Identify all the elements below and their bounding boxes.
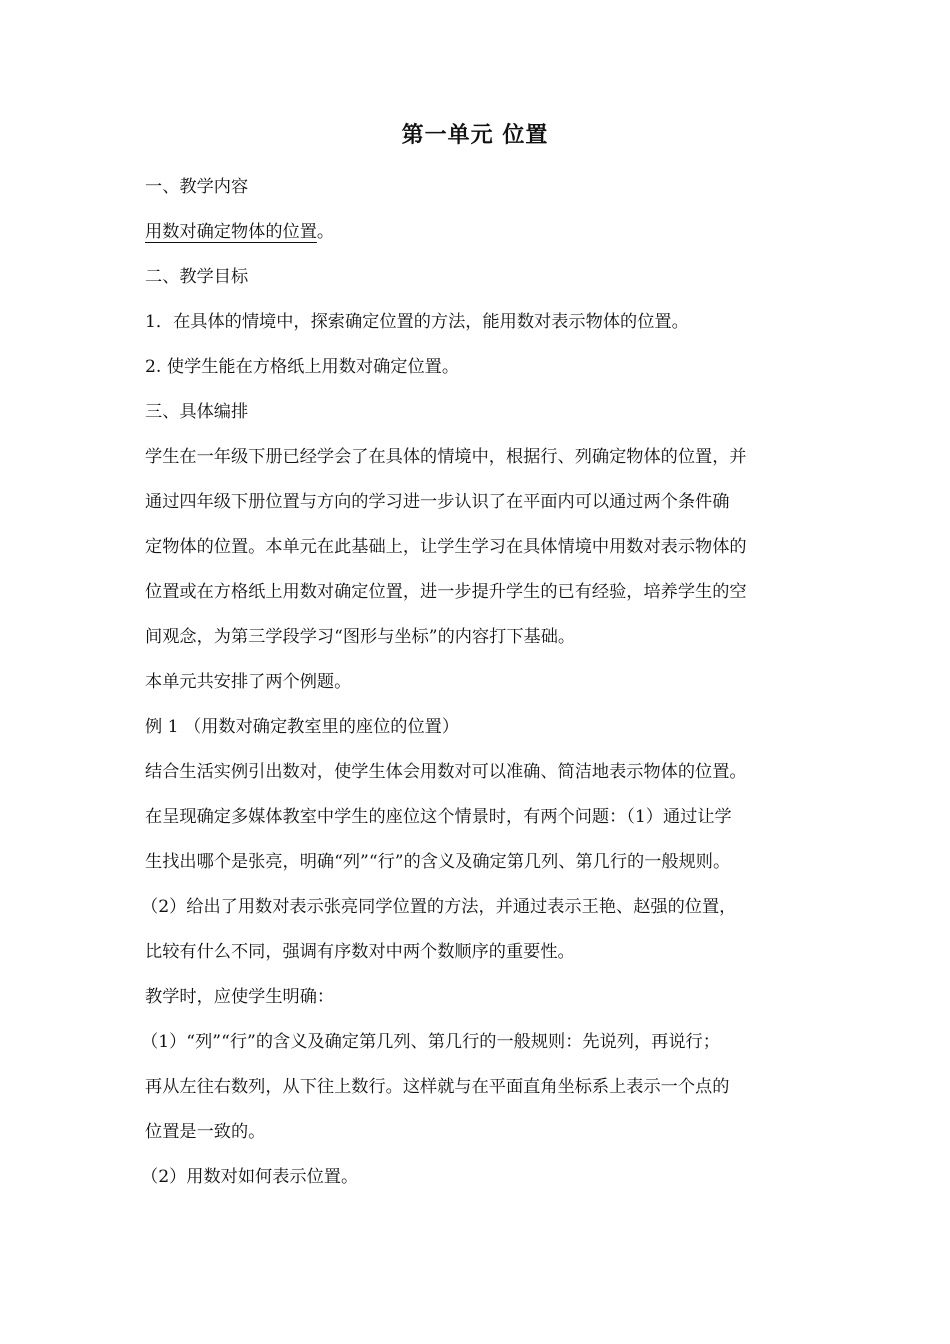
paragraph-line: 学生在一年级下册已经学会了在具体的情境中，根据行、列确定物体的位置，并 bbox=[145, 447, 747, 467]
teaching-note-intro: 教学时，应使学生明确： bbox=[145, 987, 335, 1007]
paragraph-line: 定物体的位置。本单元在此基础上，让学生学习在具体情境中用数对表示物体的 bbox=[145, 537, 747, 557]
paragraph-line: 位置是一致的。 bbox=[145, 1122, 266, 1142]
underlined-topic: 用数对确定物体的位置 bbox=[145, 222, 317, 242]
paragraph-line: 通过四年级下册位置与方向的学习进一步认识了在平面内可以通过两个条件确 bbox=[145, 492, 730, 512]
paragraph-line: 间观念，为第三学段学习“图形与坐标”的内容打下基础。 bbox=[145, 627, 576, 647]
paragraph-line: 再从左往右数列，从下往上数行。这样就与在平面直角坐标系上表示一个点的 bbox=[145, 1077, 730, 1097]
page-title: 第一单元 位置 bbox=[401, 122, 549, 148]
paragraph-line: 在呈现确定多媒体教室中学生的座位这个情景时，有两个问题：（1）通过让学 bbox=[145, 807, 732, 827]
section-heading-teaching-content: 一、教学内容 bbox=[145, 177, 249, 197]
goal-item-1: 1．在具体的情境中，探索确定位置的方法，能用数对表示物体的位置。 bbox=[145, 312, 689, 332]
paragraph-line: 比较有什么不同，强调有序数对中两个数顺序的重要性。 bbox=[145, 942, 575, 962]
paragraph-line: 结合生活实例引出数对，使学生体会用数对可以准确、简洁地表示物体的位置。 bbox=[145, 762, 747, 782]
paragraph-line: 生找出哪个是张亮，明确“列”“行”的含义及确定第几列、第几行的一般规则。 bbox=[145, 852, 731, 872]
section-heading-teaching-goals: 二、教学目标 bbox=[145, 267, 249, 287]
point-2-text: （2）用数对如何表示位置。 bbox=[141, 1167, 359, 1187]
document-body bbox=[141, 170, 810, 1205]
section-heading-arrangement: 三、具体编排 bbox=[145, 402, 249, 422]
paragraph-line: （2）给出了用数对表示张亮同学位置的方法，并通过表示王艳、赵强的位置， bbox=[141, 897, 737, 917]
example-1-heading: 例 1 （用数对确定教室里的座位的位置） bbox=[145, 717, 460, 737]
teaching-content-text bbox=[145, 215, 810, 260]
goal-item-2: 2. 使学生能在方格纸上用数对确定位置。 bbox=[145, 357, 460, 377]
topic-period: 。 bbox=[316, 222, 335, 242]
paragraph-line: （1）“列”“行”的含义及确定第几列、第几行的一般规则：先说列，再说行； bbox=[141, 1032, 720, 1052]
examples-count-text: 本单元共安排了两个例题。 bbox=[145, 672, 352, 692]
paragraph-line: 位置或在方格纸上用数对确定位置，进一步提升学生的已有经验，培养学生的空 bbox=[145, 582, 747, 602]
